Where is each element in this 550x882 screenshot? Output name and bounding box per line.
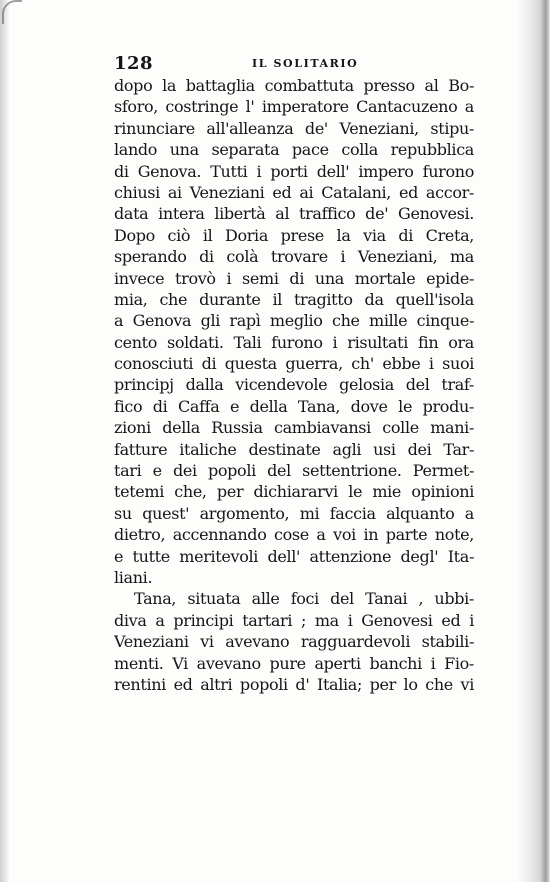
text-line: mia, che durante il tragitto da quell'isola (114, 289, 474, 309)
body-text (114, 75, 474, 695)
text-line: chiusi ai Veneziani ed ai Catalani, ed accor- (114, 182, 474, 202)
text-line: invece trovò i semi di una mortale epide- (114, 268, 474, 288)
text-line: data intera libertà al traffico de' Genovesi. (114, 204, 474, 224)
text-line: diva a principi tartari ; ma i Genovesi ed i (114, 610, 474, 630)
text-line: sperando di colà trovare i Veneziani, ma (114, 247, 474, 267)
text-line: zioni della Russia cambiavansi colle mani- (114, 418, 474, 438)
corner-mark (2, 0, 22, 24)
text-line: fico di Caffa e della Tana, dove le produ- (114, 396, 474, 416)
page-header (114, 53, 470, 75)
text-line: sforo, costringe l' imperatore Cantacuzeno a (114, 97, 474, 117)
text-line: principj dalla vicendevole gelosia del traf- (114, 375, 474, 395)
text-line: dopo la battaglia combattuta presso al Bo- (114, 76, 474, 95)
text-line: e tutte meritevoli dell' attenzione degl' Ita- (114, 546, 474, 566)
right-page-edge (516, 0, 550, 882)
text-line: Dopo ciò il Doria prese la via di Creta, (114, 225, 474, 245)
text-line: di Genova. Tutti i porti dell' impero furono (114, 161, 474, 181)
text-line: liani. (114, 567, 153, 587)
text-line: rentini ed altri popoli d' Italia; per lo che vi (114, 674, 474, 694)
text-line: conosciuti di questa guerra, ch' ebbe i suoi (114, 354, 474, 374)
left-page-edge (0, 0, 10, 882)
running-title: IL SOLITARIO (252, 57, 359, 70)
text-line: menti. Vi avevano pure aperti banchi i Fio- (114, 653, 474, 673)
text-line: rinunciare all'alleanza de' Veneziani, stipu- (114, 118, 474, 138)
text-line: lando una separata pace colla repubblica (114, 140, 474, 160)
text-line: dietro, accennando cose a voi in parte note, (114, 525, 474, 545)
page-number: 128 (114, 53, 154, 74)
text-line: tari e dei popoli del settentrione. Permet- (114, 461, 474, 481)
text-line: su quest' argomento, mi faccia alquanto a (114, 503, 474, 523)
text-line: tetemi che, per dichiararvi le mie opinioni (114, 482, 474, 502)
text-line: cento soldati. Tali furono i risultati fin ora (114, 332, 474, 352)
text-line: fatture italiche destinate agli usi dei Tar- (114, 439, 474, 459)
text-line: Tana, situata alle foci del Tanai , ubbi- (134, 589, 474, 609)
text-line: a Genova gli rapì meglio che mille cinque- (114, 311, 474, 331)
text-line: Veneziani vi avevano ragguardevoli stabili- (114, 632, 474, 652)
